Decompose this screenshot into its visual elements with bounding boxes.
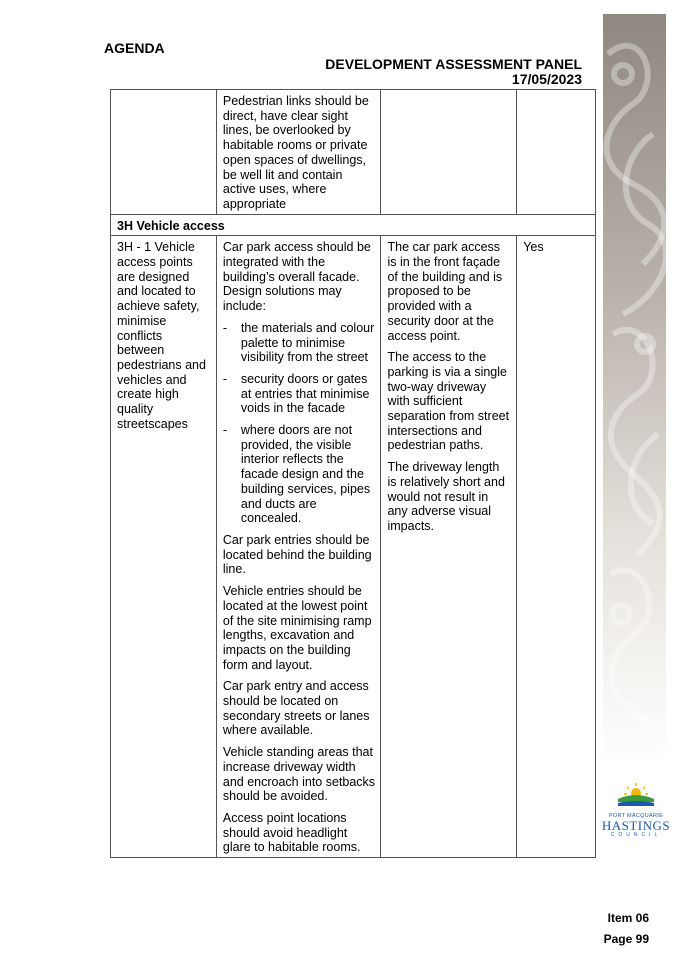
meeting-date: 17/05/2023 bbox=[511, 71, 582, 87]
list-item: - where doors are not provided, the visible interior reflects the facade design and the building services, pipes and ducts are concealed. bbox=[223, 423, 376, 526]
page-number: Page 99 bbox=[603, 932, 649, 946]
assessment-table bbox=[110, 89, 596, 858]
section-header-row bbox=[111, 214, 596, 236]
logo-line-port-macquarie: PORT MACQUARIE bbox=[608, 813, 664, 819]
table-row bbox=[111, 90, 596, 215]
objective-text: 3H - 1 Vehicle access points are designed and located to achieve safety, minimise conflicts between pedestrians and vehicles and create high quality streetscapes bbox=[117, 240, 206, 431]
objective-cell bbox=[111, 90, 217, 215]
swirl-pattern-icon bbox=[603, 14, 666, 774]
guidance-cell bbox=[216, 90, 381, 215]
comments-cell bbox=[381, 236, 517, 858]
compliance-value: Yes bbox=[523, 240, 544, 255]
agenda-heading: AGENDA bbox=[104, 40, 165, 56]
guidance-paragraph: Car park entries should be located behind the building line. bbox=[222, 532, 372, 577]
logo-line-council: COUNCIL bbox=[610, 832, 662, 838]
comment-paragraph: The car park access is in the front façade of the building and is proposed to be provided with a security door at the access point. bbox=[387, 240, 503, 343]
compliance-cell bbox=[517, 90, 596, 215]
guidance-text: Pedestrian links should be direct, have clear sight lines, be overlooked by habitable rooms or private open spaces of dwellings, be well lit and contain active uses, where appropriate bbox=[222, 94, 369, 211]
item-number: Item 06 bbox=[607, 911, 649, 925]
compliance-cell bbox=[517, 236, 596, 858]
guidance-paragraph: Car park entry and access should be located on secondary streets or lanes where available. bbox=[222, 679, 370, 738]
objective-cell bbox=[111, 236, 217, 858]
list-item: - the materials and colour palette to minimise visibility from the street bbox=[223, 321, 376, 365]
council-logo bbox=[600, 782, 672, 838]
comment-paragraph: The access to the parking is via a single two-way driveway with sufficient separation from street intersections and pedestrian paths. bbox=[387, 350, 510, 453]
section-title: 3H Vehicle access bbox=[111, 214, 596, 236]
guidance-bullet-list bbox=[223, 321, 376, 526]
comments-cell bbox=[381, 90, 517, 215]
comment-paragraph: The driveway length is relatively short and would not result in any adverse visual impacts. bbox=[387, 460, 505, 533]
table-row bbox=[111, 236, 596, 858]
logo-line-hastings: HASTINGS bbox=[601, 818, 671, 833]
panel-heading: DEVELOPMENT ASSESSMENT PANEL bbox=[325, 56, 582, 72]
guidance-cell bbox=[216, 236, 381, 858]
guidance-paragraph: Access point locations should avoid headlight glare to habitable rooms. bbox=[222, 810, 361, 855]
sun-landscape-icon bbox=[616, 782, 656, 808]
list-item: - security doors or gates at entries that minimise voids in the facade bbox=[223, 372, 376, 416]
guidance-paragraph: Vehicle standing areas that increase driveway width and encroach into setbacks should be avoided. bbox=[222, 745, 376, 804]
guidance-intro: Car park access should be integrated with the building’s overall facade. Design solutions may include: bbox=[222, 240, 371, 314]
guidance-paragraph: Vehicle entries should be located at the lowest point of the site minimising ramp lengths, excavation and impacts on the building form and layout. bbox=[222, 584, 372, 672]
